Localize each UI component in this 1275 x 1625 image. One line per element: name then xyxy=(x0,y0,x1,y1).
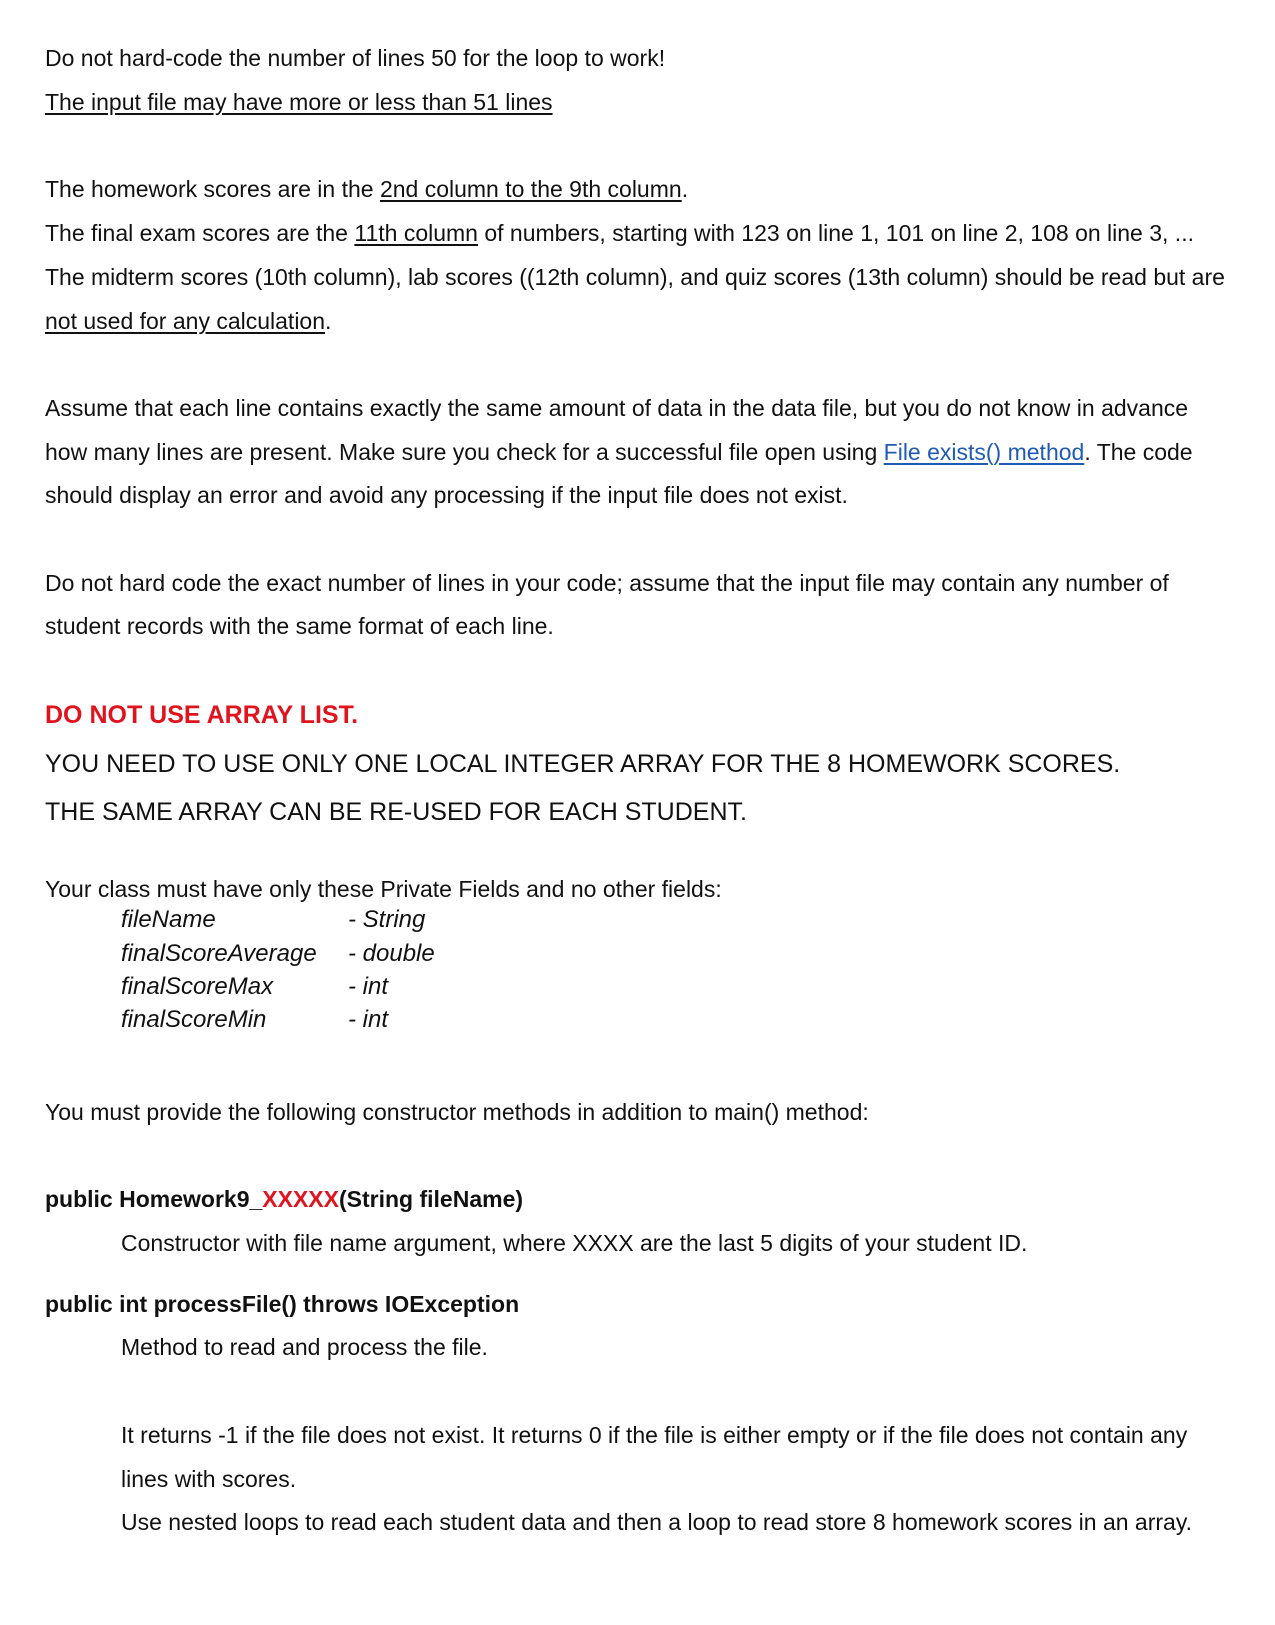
text: Do not hard code the exact number of lines in your code; assume that the input file may contain any number of xyxy=(45,570,1169,596)
text: DO NOT USE ARRAY LIST. xyxy=(45,701,359,729)
caps-line2 xyxy=(45,798,747,826)
text: You must provide the following constructor methods in addition to main() method: xyxy=(45,1099,869,1125)
text: Method to read and process the file. xyxy=(121,1334,488,1360)
text: Assume that each line contains exactly the same amount of data in the data file, but you do not know in advance xyxy=(45,395,1189,421)
text: The homework scores are in the xyxy=(45,176,380,202)
field-type: - int xyxy=(348,973,389,1000)
para3-line3 xyxy=(45,481,848,509)
field-type: - String xyxy=(348,906,426,933)
field-type: - int xyxy=(348,1006,389,1033)
text: It returns -1 if the file does not exist. It returns 0 if the file is either empty or if the file does not contain any xyxy=(121,1422,1188,1448)
text: should display an error and avoid any processing if the input file does not exist. xyxy=(45,482,848,508)
para4-line1 xyxy=(45,569,1169,597)
student-id-placeholder: XXXXX xyxy=(262,1186,339,1212)
constructor-description xyxy=(121,1229,1027,1257)
text: The midterm scores (10th column), lab scores ((12th column), and quiz scores (13th column) should be read but are xyxy=(45,264,1225,290)
para3-line2 xyxy=(45,438,1193,466)
processfile-detail-line1 xyxy=(121,1421,1187,1449)
text: The final exam scores are the xyxy=(45,220,355,246)
processfile-signature xyxy=(45,1290,519,1318)
para4-line2 xyxy=(45,612,554,640)
text: Do not hard-code the number of lines 50 for the loop to work! xyxy=(45,45,666,71)
para2-line2 xyxy=(45,219,1194,247)
text: Your class must have only these Private Fields and no other fields: xyxy=(45,876,722,902)
field-type: - double xyxy=(348,940,435,967)
processfile-description xyxy=(121,1333,488,1361)
text: The input file may have more or less than 51 lines xyxy=(45,89,553,115)
underlined-text: 2nd column to the 9th column xyxy=(379,176,682,202)
text: Use nested loops to read each student data and then a loop to read store 8 homework scores in an array. xyxy=(121,1509,1193,1535)
processfile-detail-line3 xyxy=(121,1508,1192,1536)
text: . xyxy=(325,308,332,334)
text: YOU NEED TO USE ONLY ONE LOCAL INTEGER ARRAY FOR THE 8 HOMEWORK SCORES. xyxy=(45,750,1121,778)
underlined-text: 11th column xyxy=(354,220,478,246)
field-name: finalScoreMax xyxy=(121,973,274,1000)
underlined-text: not used for any calculation xyxy=(45,308,326,334)
caps-line1 xyxy=(45,750,1120,778)
text: (String fileName) xyxy=(339,1186,524,1212)
text: Constructor with file name argument, where XXXX are the last 5 digits of your student ID. xyxy=(121,1230,1028,1256)
text: . The code xyxy=(1084,439,1193,465)
field-name: fileName xyxy=(121,906,216,933)
array-list-warning xyxy=(45,701,358,729)
text: THE SAME ARRAY CAN BE RE-USED FOR EACH STUDENT. xyxy=(45,798,747,826)
constructor-signature xyxy=(45,1185,523,1213)
text: public Homework9_ xyxy=(45,1186,263,1212)
para1-line2 xyxy=(45,88,553,116)
para3-line1 xyxy=(45,394,1188,422)
fields-intro xyxy=(45,875,722,903)
para2-line1 xyxy=(45,175,688,203)
para2-line4 xyxy=(45,307,331,335)
para1-line1 xyxy=(45,44,665,72)
text: lines with scores. xyxy=(121,1466,297,1492)
text: public int processFile() throws IOException xyxy=(45,1291,520,1317)
field-name: finalScoreMin xyxy=(121,1006,267,1033)
text: of numbers, starting with 123 on line 1, 101 on line 2, 108 on line 3, ... xyxy=(477,220,1194,246)
para2-line3 xyxy=(45,263,1225,291)
text: . xyxy=(681,176,689,202)
methods-intro xyxy=(45,1098,869,1126)
processfile-detail-line2 xyxy=(121,1465,296,1493)
text: how many lines are present. Make sure you check for a successful file open using xyxy=(45,439,884,465)
field-name: finalScoreAverage xyxy=(121,940,317,967)
file-exists-method-link[interactable]: File exists() method xyxy=(883,439,1085,465)
text: student records with the same format of each line. xyxy=(45,613,554,639)
